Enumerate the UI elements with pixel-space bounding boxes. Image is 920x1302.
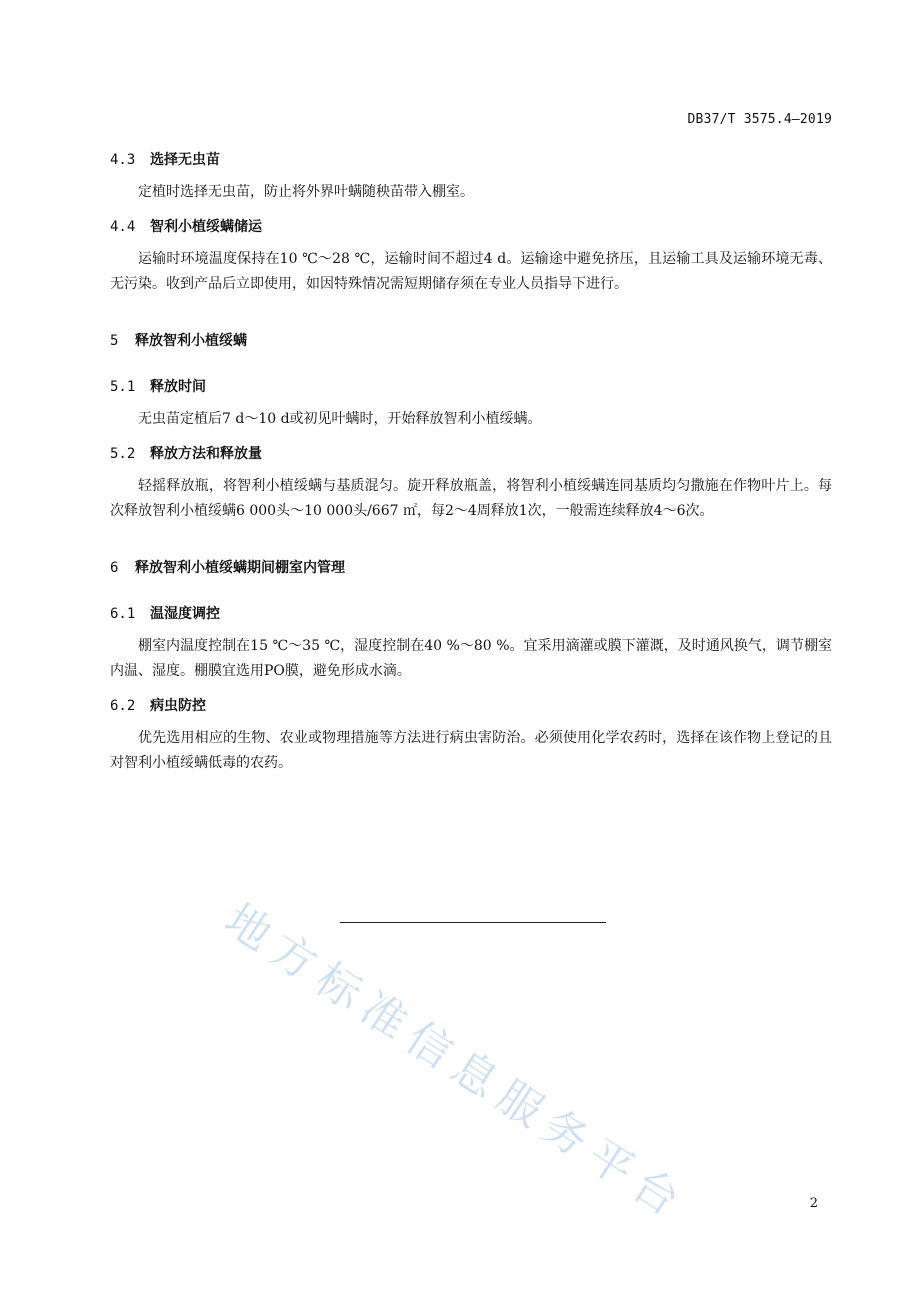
chapter-title: 释放智利小植绥螨 xyxy=(135,333,247,349)
section-title: 选择无虫苗 xyxy=(150,152,220,168)
section-title: 病虫防控 xyxy=(150,698,206,714)
section-heading-4-4 xyxy=(110,215,832,239)
section-heading-5-1 xyxy=(110,375,832,399)
page-number: 2 xyxy=(809,1196,818,1211)
section-paragraph-4-3: 定植时选择无虫苗，防止将外界叶螨随秧苗带入棚室。 xyxy=(138,184,474,200)
section-heading-6-2 xyxy=(110,694,832,718)
section-title: 温湿度调控 xyxy=(150,606,220,622)
chapter-title: 释放智利小植绥螨期间棚室内管理 xyxy=(135,560,345,576)
section-heading-6-1 xyxy=(110,602,832,626)
section-spacer xyxy=(110,534,832,556)
chapter-number: 6 xyxy=(110,560,119,576)
chapter-heading-5 xyxy=(110,329,832,353)
section-title: 释放时间 xyxy=(150,379,206,395)
section-paragraph-5-1: 无虫苗定植后7 d～10 d或初见叶螨时，开始释放智利小植绥螨。 xyxy=(138,411,542,427)
section-heading-5-2 xyxy=(110,442,832,466)
document-body xyxy=(110,148,832,786)
section-number: 6.2 xyxy=(110,698,136,714)
section-number: 5.1 xyxy=(110,379,136,395)
section-number: 5.2 xyxy=(110,446,136,462)
section-title: 释放方法和释放量 xyxy=(150,446,262,462)
chapter-heading-6 xyxy=(110,556,832,580)
end-of-document-rule xyxy=(340,922,606,923)
section-spacer xyxy=(110,307,832,329)
watermark: 地方标准信息服务平台 xyxy=(215,894,697,1232)
document-code: DB37/T 3575.4—2019 xyxy=(687,112,832,127)
section-paragraph-5-2: 轻摇释放瓶，将智利小植绥螨与基质混匀。旋开释放瓶盖，将智利小植绥螨连同基质均匀撒施在作物叶片上。每次释放智利小植绥螨6 000头～10 000头/667 ㎡，每2～4周释放1次，一般需连续释放4～6次。 xyxy=(110,478,832,519)
section-number: 6.1 xyxy=(110,606,136,622)
section-number: 4.3 xyxy=(110,152,136,168)
section-paragraph-6-1: 棚室内温度控制在15 ℃～35 ℃，湿度控制在40 %～80 %。宜采用滴灌或膜下灌溉，及时通风换气，调节棚室内温、湿度。棚膜宜选用PO膜，避免形成水滴。 xyxy=(110,638,832,679)
section-number: 4.4 xyxy=(110,219,136,235)
section-paragraph-6-2: 优先选用相应的生物、农业或物理措施等方法进行病虫害防治。必须使用化学农药时，选择在该作物上登记的且对智利小植绥螨低毒的农药。 xyxy=(110,730,832,771)
section-heading-4-3 xyxy=(110,148,832,172)
section-paragraph-4-4: 运输时环境温度保持在10 ℃～28 ℃，运输时间不超过4 d。运输途中避免挤压，且运输工具及运输环境无毒、无污染。收到产品后立即使用，如因特殊情况需短期储存须在专业人员指导下进行。 xyxy=(110,251,832,292)
chapter-number: 5 xyxy=(110,333,119,349)
section-title: 智利小植绥螨储运 xyxy=(150,219,262,235)
